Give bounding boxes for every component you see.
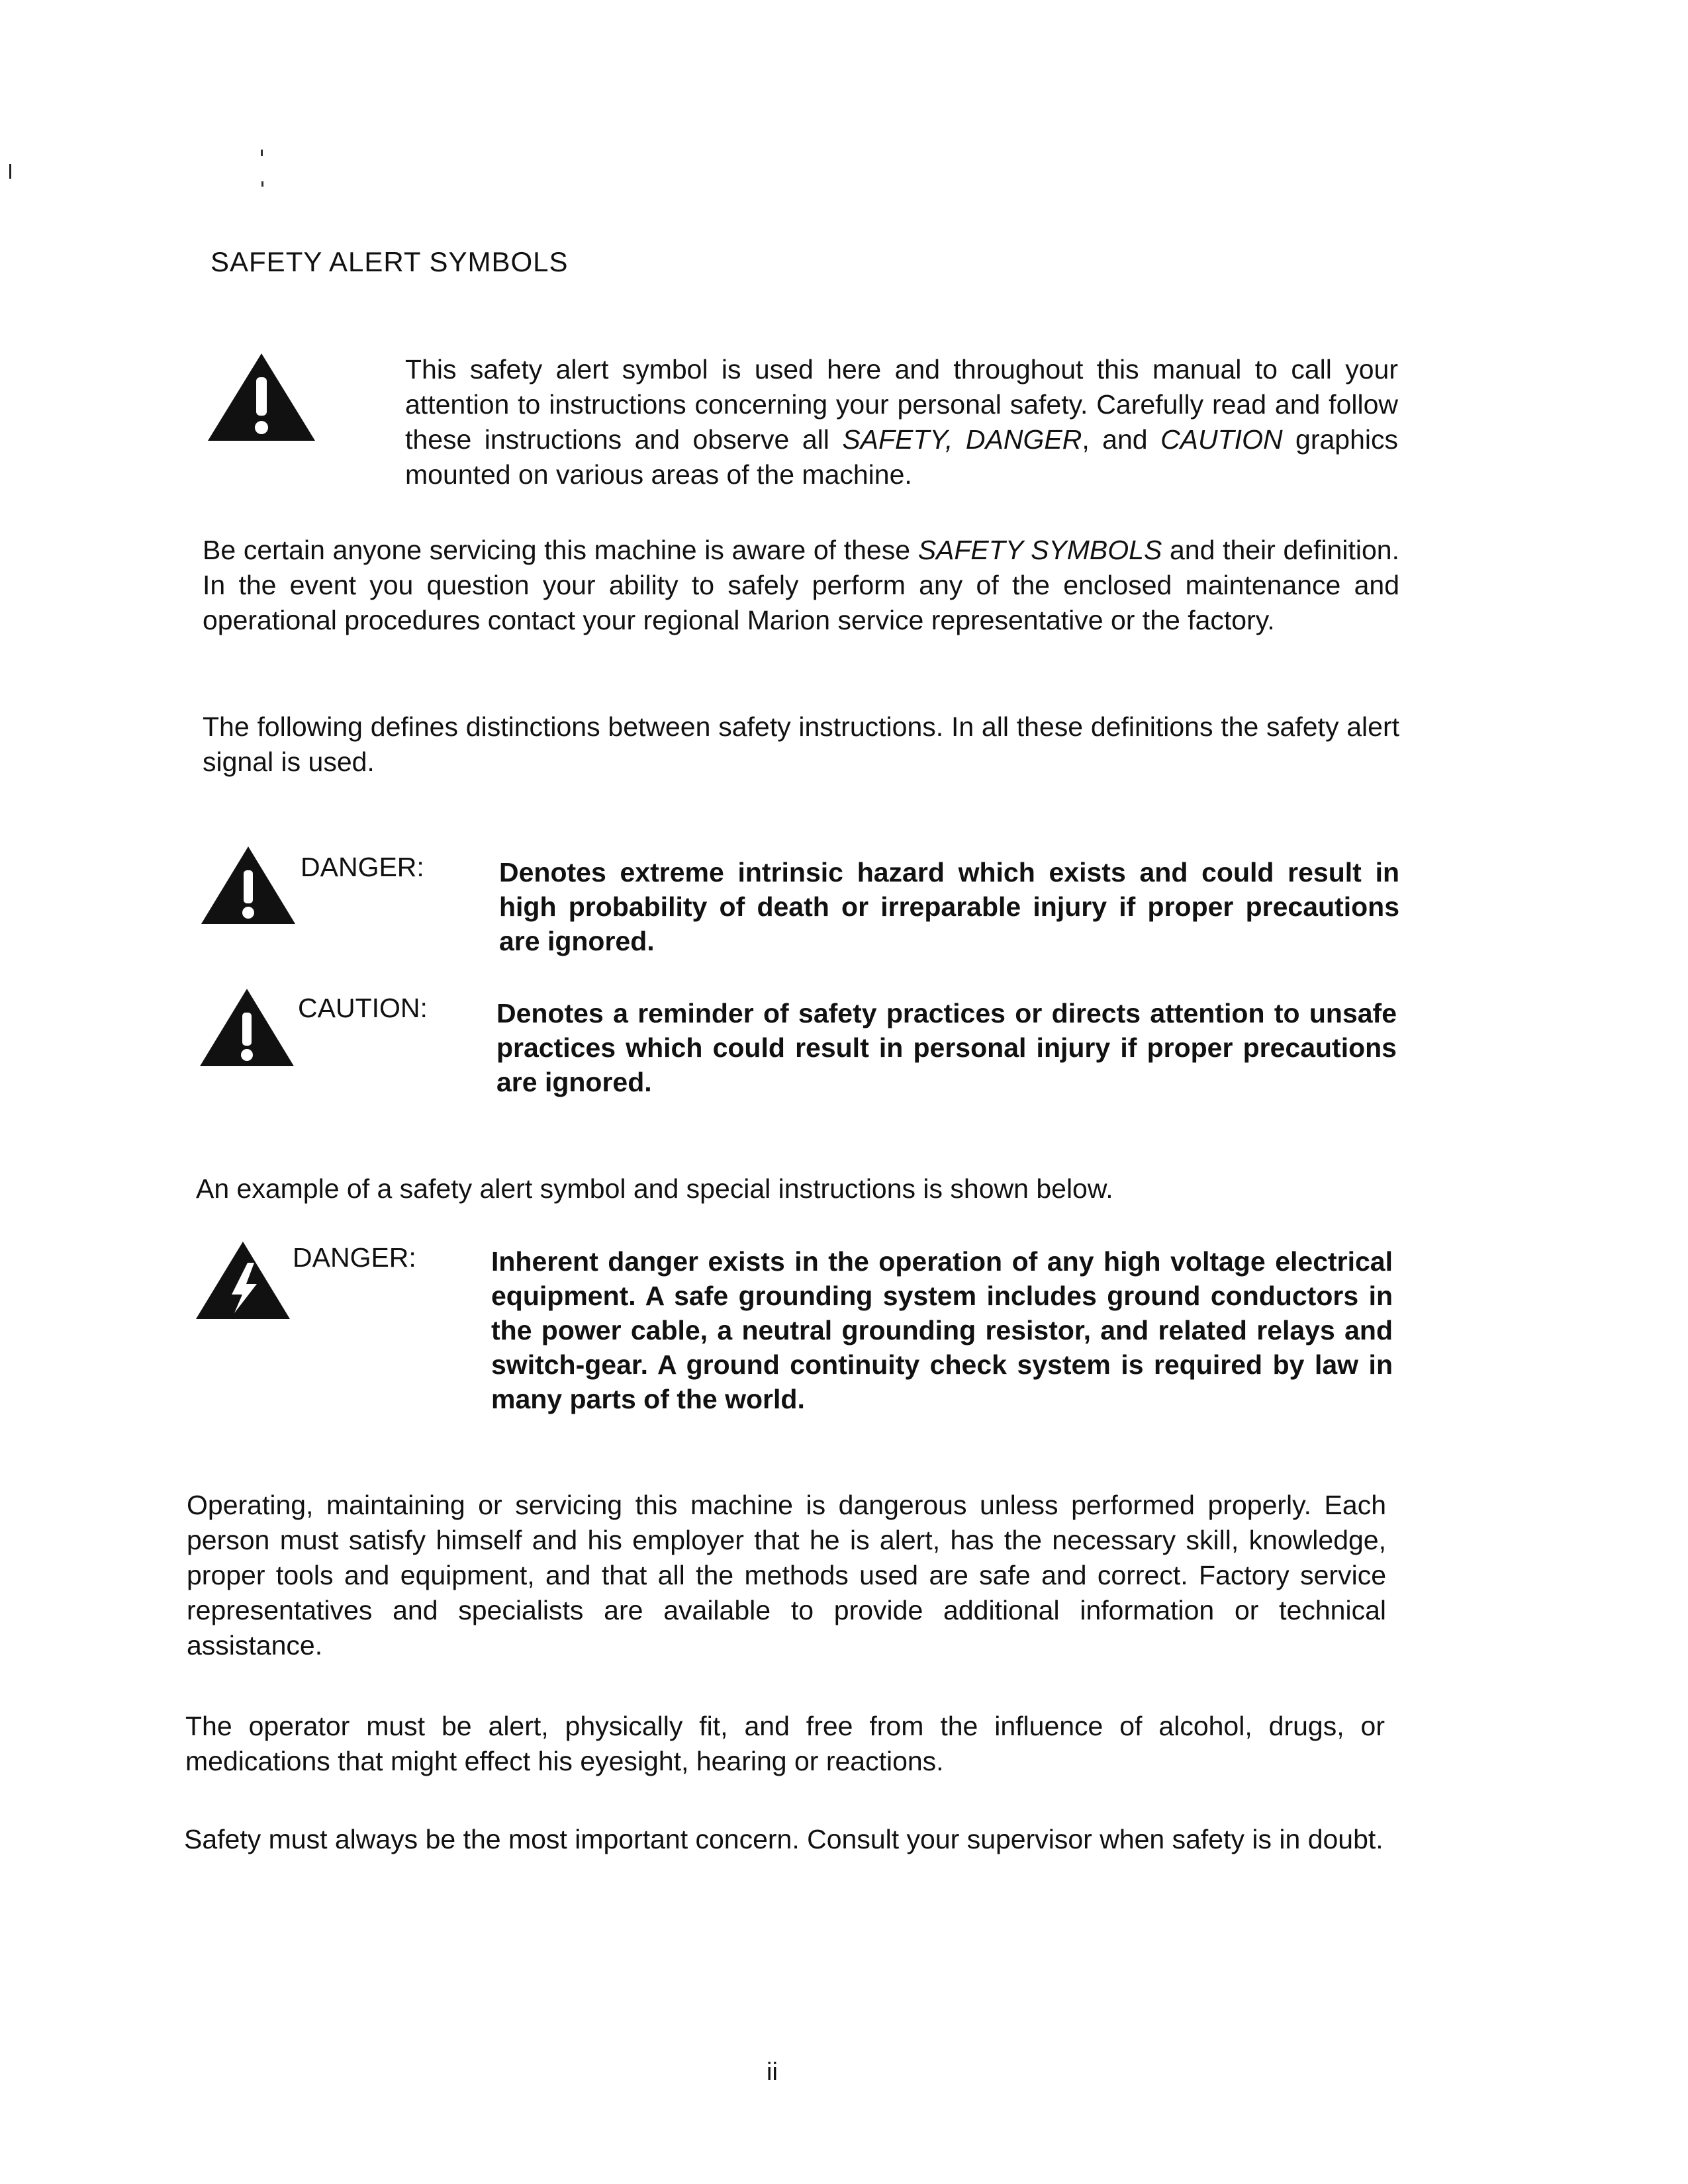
intro-text: This safety alert symbol is used here and throughout this manual to call your attention to instructions concerning your personal safety. Carefully read and follow these instructions and observe all xyxy=(405,354,1398,455)
caution-definition: Denotes a reminder of safety practices or directs attention to unsafe practices which could result in personal injury if proper precautions are ignored. xyxy=(496,998,1397,1097)
safety-paragraph: Safety must always be the most important concern. Consult your supervisor when safety is in doubt. xyxy=(184,1824,1383,1854)
page-number: ii xyxy=(767,2058,778,2086)
caution-warning-icon xyxy=(197,986,297,1069)
example-danger-term: DANGER: xyxy=(293,1242,416,1273)
danger-warning-icon xyxy=(199,844,298,927)
operator-paragraph: The operator must be alert, physically fit, and free from the influence of alcohol, drugs, or medications that might effect his eyesight, hearing or reactions. xyxy=(185,1711,1385,1776)
intro-text-mid: , and xyxy=(1082,424,1161,455)
high-voltage-warning-icon xyxy=(193,1239,293,1322)
caution-term: CAUTION: xyxy=(298,993,428,1023)
warning-exclamation-icon xyxy=(205,351,318,443)
intro-emphasis-caution: CAUTION xyxy=(1160,424,1283,455)
danger-definition: Denotes extreme intrinsic hazard which exists and could result in high probability of death or irreparable injury if proper precautions are ignored. xyxy=(499,857,1399,956)
intro-emphasis-safety-danger: SAFETY, DANGER xyxy=(842,424,1082,455)
intro-text-end: graphics mounted on various areas of the machine. xyxy=(405,424,1399,490)
awareness-emphasis: SAFETY SYMBOLS xyxy=(917,535,1162,565)
example-danger-definition: Inherent danger exists in the operation of any high voltage electrical equipment. A safe grounding system includes ground conductors in the power cable, a neutral grounding resistor, and related relays and switch-gear. A ground continuity check system is required by law in many parts of the world. xyxy=(491,1246,1393,1414)
example-intro: An example of a safety alert symbol and special instructions is shown below. xyxy=(196,1173,1113,1204)
operation-paragraph: Operating, maintaining or servicing this machine is dangerous unless performed properly. Each person must satisfy himself and his employer that he is alert, has the necessary skill, knowledge, proper tools and equipment, and that all the methods used are safe and correct. Factory service representatives and specialists are available to provide additional information or technical assistance. xyxy=(187,1490,1386,1661)
intro-paragraph xyxy=(405,352,1398,492)
awareness-paragraph xyxy=(203,533,1399,638)
awareness-text: Be certain anyone servicing this machine is aware of these xyxy=(203,535,918,565)
danger-term: DANGER: xyxy=(301,852,424,882)
page-title: SAFETY ALERT SYMBOLS xyxy=(211,246,569,277)
awareness-text-end: and their definition. In the event you question your ability to safely perform any of the enclosed maintenance and operational procedures contact your regional Marion service representative or the factory. xyxy=(203,535,1399,635)
distinctions-paragraph: The following defines distinctions between safety instructions. In all these definitions the safety alert signal is used. xyxy=(203,711,1399,777)
